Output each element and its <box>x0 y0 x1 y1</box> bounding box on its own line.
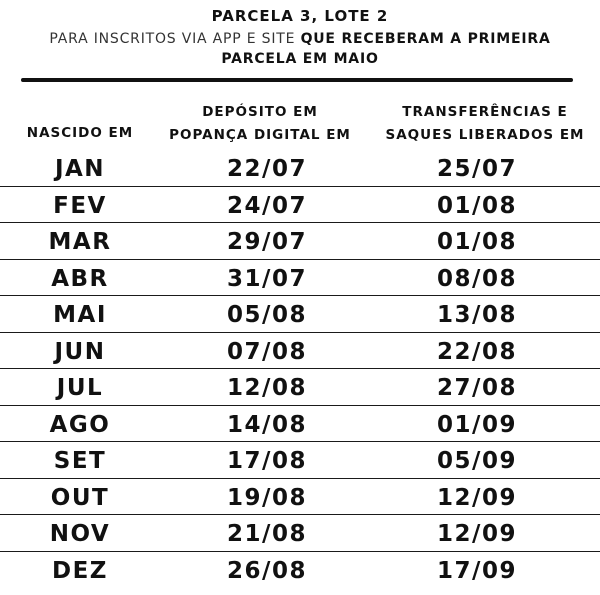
cell-month: NOV <box>49 521 111 547</box>
column-header-deposito <box>160 101 360 147</box>
cell-deposito: 24/07 <box>227 192 307 219</box>
cell-month: ABR <box>51 265 109 292</box>
cell-month: JUL <box>56 375 104 401</box>
cell-transferencias: 12/09 <box>437 521 517 547</box>
column-header-deposito-line1: DEPÓSITO EM <box>202 104 318 120</box>
table-row <box>0 406 600 443</box>
table-row <box>0 296 600 333</box>
cell-deposito: 22/07 <box>227 156 307 182</box>
cell-transferencias: 01/09 <box>437 411 517 438</box>
cell-deposito: 21/08 <box>227 521 307 547</box>
subtitle-bold-line2: PARCELA EM MAIO <box>221 51 379 67</box>
table-row <box>0 479 600 516</box>
cell-deposito: 17/08 <box>227 448 307 474</box>
column-header-deposito-line2: POPANÇA DIGITAL EM <box>169 127 351 143</box>
cell-month: JAN <box>54 156 106 182</box>
subtitle-bold-line1: QUE RECEBERAM A PRIMEIRA <box>300 31 551 47</box>
cell-deposito: 05/08 <box>227 302 307 328</box>
subtitle-light: PARA INSCRITOS VIA APP E SITE <box>49 31 296 47</box>
schedule-table <box>0 150 600 588</box>
table-row <box>0 515 600 552</box>
page-title: PARCELA 3, LOTE 2 <box>211 7 389 25</box>
cell-month: DEZ <box>52 557 108 584</box>
cell-transferencias: 13/08 <box>437 302 517 328</box>
cell-deposito: 12/08 <box>227 375 307 401</box>
top-divider <box>21 78 573 82</box>
cell-month: OUT <box>50 484 110 511</box>
cell-transferencias: 22/08 <box>437 338 517 365</box>
cell-transferencias: 25/07 <box>437 156 517 182</box>
cell-transferencias: 01/08 <box>437 229 517 255</box>
cell-transferencias: 27/08 <box>437 375 517 401</box>
table-row <box>0 187 600 224</box>
cell-deposito: 19/08 <box>227 484 307 511</box>
table-row <box>0 333 600 370</box>
table-row <box>0 223 600 260</box>
cell-month: MAR <box>48 229 112 255</box>
cell-deposito: 31/07 <box>227 265 307 292</box>
cell-deposito: 14/08 <box>227 411 307 438</box>
table-row <box>0 552 600 589</box>
cell-deposito: 07/08 <box>227 338 307 365</box>
cell-month: FEV <box>53 192 107 219</box>
column-header-nascido-label: NASCIDO EM <box>26 125 134 141</box>
table-row <box>0 150 600 187</box>
cell-transferencias: 05/09 <box>437 448 517 474</box>
page-subtitle <box>0 29 600 69</box>
column-header-nascido <box>0 122 160 145</box>
cell-month: MAI <box>53 302 107 328</box>
cell-month: SET <box>53 448 107 474</box>
column-header-transferencias-line2: SAQUES LIBERADOS EM <box>385 127 585 143</box>
table-row <box>0 369 600 406</box>
header <box>0 6 600 69</box>
cell-transferencias: 08/08 <box>437 265 517 292</box>
cell-transferencias: 17/09 <box>437 557 517 584</box>
cell-deposito: 26/08 <box>227 557 307 584</box>
cell-deposito: 29/07 <box>227 229 307 255</box>
cell-month: AGO <box>49 411 111 438</box>
table-row <box>0 260 600 297</box>
column-header-transferencias-line1: TRANSFERÊNCIAS E <box>402 104 568 120</box>
table-row <box>0 442 600 479</box>
cell-transferencias: 01/08 <box>437 192 517 219</box>
cell-transferencias: 12/09 <box>437 484 517 511</box>
column-header-transferencias <box>370 101 600 147</box>
cell-month: JUN <box>54 338 106 365</box>
